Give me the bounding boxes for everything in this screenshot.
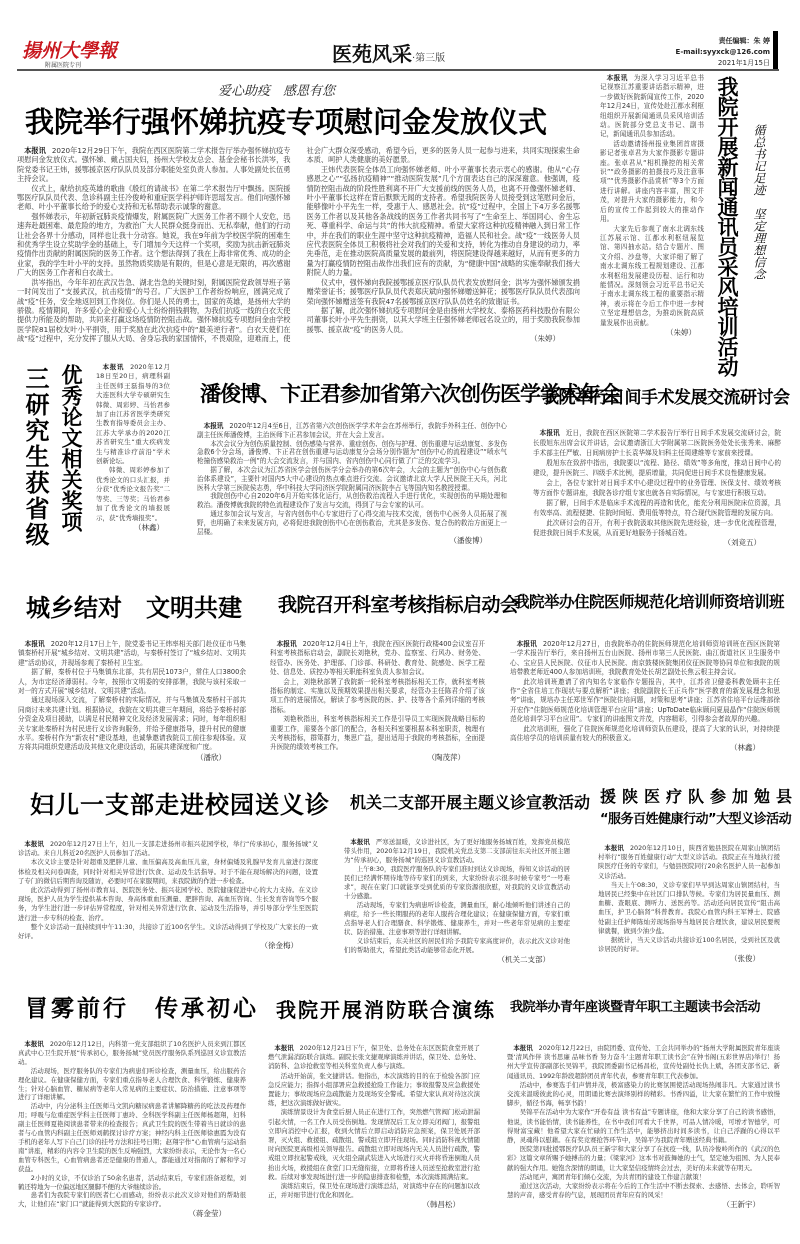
assessment-headline: 我院召开科室考核指标启动会 xyxy=(278,594,519,616)
paragraph: 据了解，日间手术是临床手术流程的再造和优化，能充分利用医院床位资源，具有效率高、流程便捷、住院时间短、费用低等特点，符合现代医院管理的发展方向。 xyxy=(533,499,781,517)
lead-article-body xyxy=(17,146,580,358)
paragraph: 强怀娣表示，年初新冠肺炎疫情爆发，附属医院广大医务工作者不顾个人安危，迅速奔赴最困难、最危险的地方，为救治广大人民群众挺身而出、无私奉献，他们的行动让社会各界十分感动，同样也让我十分动容。她说，我在9年前为学校医学院的困难生和优秀学生设立奖助学金的基础上，专门增加今天这样一个奖项，奖励为抗击新冠肺炎疫情作出贡献的附属医院的医务工作者。这个想法得到了我在上海非常优秀、成功的企业家，我的学生叶小平的支持。虽然物质奖励是有限的，但是心意是无限的，再次感谢广大的医务工作者和白衣战士。 xyxy=(17,211,291,278)
lead-label: 本报讯 xyxy=(24,640,45,648)
paragraph: 活动尾声，寓团青年们倾心交流，为共青团的建设工作建言献策！ xyxy=(519,1172,706,1181)
paragraph: 2020年12月18日至20日，病理科副主任医师王磊指导的3位大连医科大学专硕研究生韩微、周彩婷、马怡君参加了由江苏省医学类研究生教育指导委员会主办、江苏大学承办的2020江苏省研究生“重大疾病发生与精准诊疗前沿”学术创新论坛。 xyxy=(96,363,170,466)
lead-label: 本报讯 xyxy=(539,429,560,437)
section-title xyxy=(332,38,445,67)
paragraph: 洪岑指出，今年年初在武汉告急、湖北告急的关键时刻，附属医院党政领导班子第一时间发出了“支援武汉，抗击疫情”的号召。广大医护工作者纷纷响应，圆满完成了战“疫”任务，安全地返回到工作岗位。你们是人民的勇士，国家的英雄，是扬州大学的骄傲。疫情期间，许多爱心企业和爱心人士纷纷捐钱捐物，为我们抗疫一线的白衣天使提供力所能及的帮助，共同来打赢这场疫情防控阻击战。强怀娣抗疫专项慰问金由学校医学院81届校友叶小平捐资，用于奖励在此次抗疫中的“最美逆行者”。白衣天使们在战“疫”过程中，充分发挥了服从大局、舍身忘我的家国情怀，不畏艰险，迎难而上，使社会广大群众深受感动，希望今后，更多的医务人员一起参与进来，共同实现探索生命本质、呵护人类健康的美好愿景。 xyxy=(17,146,580,344)
paragraph: 会上，各位专家针对日间手术中心建设过程中的业务管理、医保支付、绩效考核等方面作专题讲座，我院各诊疗组专家也就各自实际情况，与专家进行积极互动。 xyxy=(533,479,781,497)
paragraph: 患者们为我院专家们的医者仁心而感动，纷纷表示此次义诊对他们的帮助很大，让他们在“家门口”就能得到大医院的专家诊疗。 xyxy=(18,1191,246,1209)
daysurgery-article-body xyxy=(533,428,781,556)
fire-article-body xyxy=(268,1044,480,1226)
school-article-body xyxy=(18,840,318,958)
paragraph: 韩微、周彩婷参加了优秀论文的口头汇报，并分获“优秀论文报告奖”二等奖、三等奖；马怡君参加了优秀论文的墙报展示，获“优秀墙报奖”。 xyxy=(96,466,170,522)
lead-label: 本报讯 xyxy=(24,146,46,155)
paragraph: 2小时的义诊，不仅诊治了50余名患者，活动结束后，专家们准备返程，刘鹤还特地为一位偏远地区腿脚不便的大爷继续诊治。 xyxy=(18,1173,246,1191)
paragraph: 通过这次活动，大家纷纷表示将在今后的工作生活中不断去探索、去感悟、去体会，聆听智慧的声音，感受青春的气息，展现团员青年应有的风采！ xyxy=(507,1182,780,1200)
shaanxi-headline-line1: 援陕医疗队参加勉县 xyxy=(600,787,799,806)
paragraph: 此次活动得到了扬州市教育局、医院医务处、振兴花园学校、医院健康促进中心的大力支持。在义诊现场，医护人员为学生提供基本咨询、身高体重血压测量、肥胖咨询、高血压咨询、生长发育咨询等5个服务，为学生进行进一步评估异常程度，针对相关异常进行饮食、运动及生活指导，并引导部分学生至医院进行进一步专科的检查、治疗。 xyxy=(18,886,318,922)
lead-label: 本报讯 xyxy=(24,840,44,848)
paragraph: 严寒送温暖，义诊进社区，为了更好地服务扬城百姓，发挥党员模范带头作用，2020年12月19日，我院机关党总支第二支部前往东关社区开展主题为“传承初心，服务扬城”的巡回义诊宣教活动。 xyxy=(344,838,570,864)
residency-article-body xyxy=(510,640,780,762)
paragraph: 本次会议分为创伤质量控制、创伤感染与营养、重症创伤、创伤与护理、创伤重建与运动康复、多发伤急救6个分会场，潘俊博、卞正君在创伤重建与运动康复分会场分别作题为“创伤中心的流程建设”“喷水气枪撞伤感染救治一例”的大会交流发言，并与国内、省内创伤中心同行做了广泛的交流学习。 xyxy=(197,439,507,466)
byline: （徐金梅） xyxy=(260,941,298,951)
byline: （刘竞五） xyxy=(723,538,761,547)
paragraph: 近日，我院在西区医院第二学术报告厅举行日间手术发展交流研讨会，院长殷旭东出席会议并讲话，会议邀请浙江大学附属第二医院医务处处长张秀来、麻醉手术部主任严敏、日间病房护士长袁华娣及妇科主任周建维等专家前来授课。 xyxy=(533,429,781,457)
side-article-body xyxy=(600,74,704,350)
byline: （潘俊博） xyxy=(449,536,487,546)
reading-article-body xyxy=(507,1044,780,1226)
byline: （王新宇） xyxy=(722,1200,760,1210)
editor-email: E-mail:syyxck@126.com xyxy=(675,48,770,56)
paragraph: 活动开始前，张文捷讲话。他指出，本次演练的目的在于检验各部门应急反应能力；指挥小组部署应急救援抢险工作能力；事故报警及应急救援处置能力；事故现场应急疏散能力及现场安全警戒。希望大家认真对待这次演练，把这次演练做好做实。 xyxy=(268,1071,480,1108)
byline: （陶茂萍） xyxy=(427,752,465,762)
lead-label: 本报讯 xyxy=(24,1040,44,1048)
trauma-article-body xyxy=(197,422,507,582)
community-headline: 机关二支部开展主题义诊宣教活动 xyxy=(350,793,591,812)
paragraph: 据统计，当天义诊活动共接诊近100名居民，受到社区及就诊居民的好评。 xyxy=(598,936,780,954)
side-kicker: 循总书记足迹 坚定理想信念 xyxy=(752,124,766,280)
byline: （韩昌松） xyxy=(422,1200,460,1210)
lead-label: 本报讯 xyxy=(606,74,628,82)
paragraph: 我院创伤中心自2020年6月开始实体化运行，从创伤救治流程入手进行优化，实现创伤的早期处理和救治。潘俊博就我院的特色流程建设作了发言与交流，得到了与会专家的认可。 xyxy=(197,492,507,510)
paragraph: 活动现场，医疗服务队的专家们为病患们听诊检查，测量血压，给出服药合理化建议。在健康保健方面，专家们重点指导老人合理饮食、科学锻炼、健康养生；针对心脑血管、糖尿病等老年人常见病的主要症状、防治措施、注意事项等进行了详细讲解。 xyxy=(18,1066,246,1102)
issue-date: 2021年1月15日 xyxy=(717,59,770,67)
shaanxi-headline-line2: “服务百姓健康行动”大型义诊活动 xyxy=(600,812,792,827)
paragraph: 据了解，此次强怀娣抗疫专项慰问金是由扬州大学校友、泰格医药科技股份有限公司董事长叶小平先生捐资，以其大学班主任强怀娣老师冠名设立的，用于奖励我院参加援鄂、援京战“疫”的医务人员。 xyxy=(306,305,580,334)
paragraph: 2020年12月27日，由我院举办的住院医师规范化培训师资培训班在西区医院第一学术报告厅举行，来自扬州五台山医院、扬州市第三人民医院、曲江街道社区卫生服务中心、宝应县人民医院、仪征市人民医院、南京鼓楼医院集团仪征医院等协同单位和我院的规培带教老师近400人参加培训班，我院教育处处长胡艺副处长焦云根主持会议。 xyxy=(510,640,780,677)
paragraph: 2020年12月29日下午，我院在西区医院第二学术报告厅举办强怀娣抗疫专项慰问金发放仪式。强怀娣、戴占国夫妇，扬州大学校友总会、基金会秘书长洪岑，我院党委书记王炜，援鄂援京医疗队队员及部分职能处室负责人参加。人事处副处长伍勇主持会议。 xyxy=(17,146,291,184)
paragraph: 义诊结束后，东关社区的居民们给予我院专家高度评价，表示此次义诊对他们的帮助很大，希望此类活动能够常态化开展。 xyxy=(344,937,570,954)
paragraph: 此次培训班，强化了住院医师规范化培训师资队伍建设，提高了大家的认识，对持续提高住培学员的培训质量有较大的积极意义。 xyxy=(510,724,780,743)
paragraph: 活动邀请扬州报业集团首席摄影记者张卓君为大家作摄影专题讲座。张卓君从“相机操控的相关常识”“政务摄影的拍摄技巧及注意事项”“优秀摄影作品赏析”等3个方面进行讲解。讲座内容丰富，图文并茂，对提升大家的摄影能力，和今后的宣传工作起到较大的推动作用。 xyxy=(600,139,704,224)
paragraph: 活动中，参赛选手们声情并茂，极富感染力的比赛氛围使活动现场热闹非凡。大家通过读书交流来温暖彼此的心灵，用朗诵比赛去演绎别样的精彩。书香四溢，让大家在繁忙的工作中放慢脚步，循径书海，畅享书韵！ xyxy=(507,1080,780,1108)
masthead-bar xyxy=(773,31,778,71)
editor-name: 责任编辑：朱 婷 xyxy=(718,37,770,45)
lead-label: 本报讯 xyxy=(604,844,624,852)
byline: （朱婷） xyxy=(530,334,560,344)
byline: （林鑫） xyxy=(730,743,760,753)
paragraph: 活动中，内分泌科主任医师马文凯向糖尿病患者讲解降糖药的吃法及药理作用；呼吸与危重症医学科主任医师丁惠玲、全科医学科副主任医师杨超翔，妇科副主任医师夏艳阅读患者带来的检查报告；真武卫生院的医生带着当日就诊的患者与心血管内科副主任医师刘鹤探讨诊疗方案；神经内科主任医师徐惠霞为没有手机的老年人写下自己门诊的挂号方法和挂号日期；赵翔宇作“心血管病与运动指南”讲座，精彩的内容令卫生院的医生反响强烈，大家纷纷表示，无论作为一名心血管专科医生，心血管病患者还是健康的普通人，都能通过对指南的了解和学习获益。 xyxy=(18,1102,246,1173)
paragraph: 刘艳秋指出，科室考核指标相关工作是引导员工实现医院战略目标的重要工作，需要各个部门的配合，各相关科室要根据本科室职责，梳理有关考核指标，群策群力，集思广益，提出适用于我院的考核指标，全面提升医院的绩效考核工作。 xyxy=(270,715,485,752)
paragraph: 整个义诊活动一直持续到中午11:30，共接诊了近100名学生。义诊活动得到了学校及广大家长的一致好评。 xyxy=(18,922,318,941)
side-headline: 我院开展新闻通讯员采风培训活动 xyxy=(715,76,739,376)
byline: （林鑫） xyxy=(134,522,164,532)
daysurgery-headline: 我院举行日间手术发展交流研讨会 xyxy=(542,388,790,408)
lead-label: 本报讯 xyxy=(274,1044,294,1052)
village-article-body xyxy=(18,640,246,762)
masthead xyxy=(0,0,800,72)
logo-subtitle: 附属医院专刊 xyxy=(45,62,82,69)
newspaper-logo: 揚州大學報 xyxy=(22,40,118,62)
trauma-headline: 潘俊博、卞正君参加省第六次创伤医学学术年会 xyxy=(200,382,620,406)
edition-label: ·第三版 xyxy=(412,53,446,64)
grad-headline-b: 优秀论文相关奖项 xyxy=(59,364,83,532)
fog-headline: 冒雾前行 传承初心 xyxy=(25,996,259,1022)
lead-label: 本报讯 xyxy=(350,838,370,846)
assessment-article-body xyxy=(270,640,485,762)
paragraph: 活动现场，专家们为病患听诊检查，测量血压，耐心地倾听他们讲述自己的病症，给予一些长期服药的老年人服药合理化建议；在健康保健方面，专家们重点指导老人们合理膳食、科学锻炼、健康养生，并对一些老年常见病的主要症状、防治措施、注意事项等进行详细讲解。 xyxy=(344,901,570,936)
paragraph: 通过参加会议与发言，与省内创伤中心专家进行了心得交流与技术交流，创伤中心医务人员拓展了视野，也明确了未来发展方向，必将促进我院创伤中心在创伤救治，尤其是多发伤、复合伤的救治方面更上一层楼。 xyxy=(197,509,507,536)
paragraph: 上午8:30，我院医疗服务队的专家们准时到达义诊现场，得知义诊活动的居民们已经满怀期待地等待专家们的到来，大家纷纷表示很多时候专家号“一号难求”，现在在家门口就能享受到优质的专家资源很欣慰，对我院的义诊宣教活动十分感激。 xyxy=(344,865,570,900)
reading-headline: 我院举办青年座谈暨青年职工主题读书会活动 xyxy=(510,1000,761,1015)
byline: （朱婷） xyxy=(666,327,696,337)
lead-label: 本报讯 xyxy=(516,640,537,648)
byline: （潘欣） xyxy=(196,752,226,762)
paragraph: 2020年12月17日上午，院党委书记王炜率相关部门赴仪征市马集镇秦桥村开展“城乡结对、文明共建”活动，与秦桥村签订了“城乡结对、文明共建”活动协议，并现场参观了秦桥村卫生室。 xyxy=(18,640,246,667)
grad-article-body xyxy=(96,363,170,568)
paragraph: 仪式中，强怀娣向我院援鄂援京医疗队队员代表发放慰问金；洪岑为强怀娣颁发捐赠荣誉证书；援鄂医疗队队员代表郑庆斌向强怀娣赠送鲜花；援鄂医疗队队员代表邵向荣向强怀娣赠送签有我院47名援鄂援京医疗队队员姓名的致谢证书。 xyxy=(306,277,580,306)
paragraph: 医院第四批援鄂医疗队队员王新宇和大家分享了在抗疫一线，队员冷俊岭所作的《武汉的色彩》这篇文章所赐予她搏击的力量；《梁家河》这本书对鼓舞她的士气，坚定她为祖国、为人民奉献的强大作用。她饱含深情的朗诵，让大家坚信疫情终会过去，美好的未来就等在明天。 xyxy=(507,1145,780,1172)
masthead-rule xyxy=(17,69,779,71)
lead-label: 本报讯 xyxy=(276,640,297,648)
paragraph: 2020年12月10日，陕西省勉县医院在周家山镇团结村举行“服务百姓健康行动”大型义诊活动。我院正在当地执行援陕医疗任务的专家们，与勉县医院同行20余名医护人员一起参加义诊活动。 xyxy=(598,844,780,880)
school-headline: 妇儿一支部走进校园送义诊 xyxy=(30,791,330,819)
lead-headline: 我院举行强怀娣抗疫专项慰问金发放仪式 xyxy=(25,105,548,139)
paragraph: 2020年12月4至6日，江苏省第六次创伤医学学术年会在苏州举行，我院手外科主任、创伤中心副主任医师潘俊博，主治医师卞正君参加会议，并在大会上发言。 xyxy=(197,422,507,439)
paragraph: 2020年12月12日，内科第一党支部组织了10名医护人员来到江都区真武中心卫生院开展“传承初心，服务扬城”党员医疗服务队系列巡回义诊宣教活动。 xyxy=(18,1040,246,1066)
lead-kicker: 爱心助疫 感恩有您 xyxy=(218,84,336,99)
paragraph: 会上，刘艳秋部署了我院新一轮科室考核指标相关工作，就科室考核指标的制定、实施以及预期效果提出相关要求，经管办主任陈君介绍了该项工作的进展情况，解读了参考医院的医、护、技等各个系列详细的考核指标。 xyxy=(270,677,485,714)
paragraph: 仪式上，献给抗疫英雄的歌曲《殷红的请战书》在第二学术报告厅中飘扬。医院援鄂医疗队队员代表、急诊科副主任冷俊岭和重症医学科护师许思瑶发言。他们向强怀娣老师、叶小平董事长给予的爱心支持和无私帮助表示诚挚的谢意。 xyxy=(17,183,291,212)
community-article-body xyxy=(344,838,570,986)
paragraph: 演练情景设计为食堂后厨人员正在进行工作，突然燃气管阀门松动泄漏引起火情，一名工作人员受伤倒地。发现情况后工友立即关闭阀门，报警组立即向消控中心汇报，收到火情后立即启动消防应急预案，保卫处展开部署，灭火组、救援组、疏散组、警戒组立即开往现场。同时消防科视火情随时向医院更高级相关领导报告。疏散组立即对现场内无关人员进行疏散，警戒组立即拉起警戒线，灭火组全副武装进入火场进行灭火并将昏迷倒地人员抬出火场，救援组在食堂门口无缝衔接，立即将昏迷人员送至抢救室进行抢救。后续对事发现场进行进一步的隐患排查和检整，本次演练圆满结束。 xyxy=(268,1108,480,1181)
residency-headline: 我院举办住院医师规范化培训师资培训班 xyxy=(514,593,785,611)
lead-label: 本报讯 xyxy=(513,1044,533,1052)
paragraph: 吴锦平在活动中为大家作“开卷有益 读书有益”专题讲座，他和大家分享了自己的读书感悟，他说，读书能怡情，读书能养性，在书中我们可看大千世界，可品人情冷暖，可增才智德学，可得财富宝藏！他希望大家在忙碌的工作生活中，能够挤出时间多读书，让自己浮躁的心得以平静，灵魂得以慰藉。在有奖竞赛抢答环节中，吴锦平为我院青年赠送经典书籍。 xyxy=(507,1108,780,1145)
paragraph: 2020年12月21日下午，保卫处、总务处在东区医院食堂开展了燃气泄漏消防联合演练。副院长张文捷观摩演练并讲话，保卫处、总务处、消防科、急诊抢救室等相关科室负责人参与演练。 xyxy=(268,1044,480,1071)
paragraph: 此次研讨会的召开，有利于我院汲取其他医院先进经验，进一步优化流程管理，促进我院日间手术发展，从而更好地服务于扬城百姓。 xyxy=(533,519,781,537)
lead-label: 本报讯 xyxy=(203,422,224,430)
section-name: 医苑风采 xyxy=(332,42,412,66)
paragraph: 王炜代表医院全体员工向强怀娣老师、叶小平董事长表示衷心的感谢。他从“心存感恩之心”“弘扬抗疫精神”“推动医院发展”几个方面表达自己的深深谢意。他强调，疫情防控阻击战的阶段性胜利离不开广大支援前线的医务人员，也离不开像强怀娣老师、叶小平董事长这样在背后默默无闻的支持者。希望我院医务人员接受到这笔慰问金后，能够像叶小平先生一样，受惠于人、感恩社会。抗“疫”过程中，全国上下4万多名援鄂医务工作者以及其他各条战线的医务工作者共同书写了“生命至上、举国同心、舍生忘死、尊重科学、命运与共”的伟大抗疫精神。希望大家将这种抗疫精神融入到日常工作中，并在我们的职业生涯中坚守这种抗疫精神，造福人民和社会。战“疫”一线医务人员应代表医院全体员工积极将社会对我们的关爱和支持，转化为推动自身建设的动力，率先垂范，走在推动医院高质量发展的最前列，将医院建设得越来越好，从而有更多的力量为打赢疫情防控阻击战作出我们应有的贡献，为“健康中国”战略的实施奉献我们扬大附院人的力量。 xyxy=(306,164,580,278)
lead-label: 本报讯 xyxy=(102,363,125,371)
paragraph: 2020年12月4日上午，我院在西区医院行政楼400会议室召开科室考核指标启动会，副院长刘艳秋，党办、监察室、行风办、财务处、经管办、医务处、护理部、门诊部、科研处、教育处、院感处、医学工程处、信息处、质控办等相关职能科室负责人参加会议。 xyxy=(270,640,485,677)
paragraph: 据了解，秦桥村位于马集镇东北部，共有居民1073户，常住人口3800余人，为市定经济薄弱村。今年，按照市文明委的安排部署，我院与该村采取一对一的方式开展“城乡结对、文明共建”活动。 xyxy=(18,668,246,696)
shaanxi-article-body xyxy=(598,844,780,986)
paragraph: 2020年12月27日上午，妇儿一支部走进扬州市振兴花园学校，举行“传承初心，服务扬城”义诊活动。来自儿科近20名医护人员参加了活动。 xyxy=(18,840,318,858)
paragraph: 据了解，本次会议为江苏省医学会创伤医学分会举办的第6次年会，大会的主题为“创伤中心与创伤救治体系建设”，主要针对国内5大中心建设的热点难点进行交流。会议邀请北京大学人民医院王天兵，河北医科大学第三医院侯志勇，华中科技大学同济医学院附属同济医院李占飞等国内知名教授授课。 xyxy=(197,465,507,492)
byline: （机关二支部） xyxy=(497,955,550,964)
editor-info xyxy=(660,36,770,69)
grad-headline-a: 三研究生获省级 xyxy=(21,366,49,548)
byline: （张俊） xyxy=(730,954,760,964)
fire-headline: 我院开展消防联合演练 xyxy=(276,998,496,1022)
paragraph: 演练结束后，保卫处在现场进行演练总结，对演练中存在的问题加以改正，并对细节进行优化和固化。 xyxy=(268,1182,480,1200)
paragraph: 本次义诊主要是针对超重及肥胖儿童、血压偏高及高血压儿童，身材偏矮及乳腺早发育儿童进行深度体检及相关问卷调查，同时针对相关异常进行饮食、运动及生活指导。对于不能在现场解决的问题，设置了专门的微信后期咨询及随访，必要时可在家服期间，来我院做的作进一步检查。 xyxy=(18,858,318,885)
paragraph: 殷旭东在致辞中指出，我院要以“流程、路径、绩效”等多角度，推动日间中心的建设，提升医院三、四级手术比例，提质增量，共同促进日间手术良性健康发展。 xyxy=(533,459,781,477)
paragraph: 为深入学习习近平总书记视察江苏重要讲话指示精神，进一步做好医院新闻宣传工作，2020年12月24日，宣传处赴江都水利枢纽组织开展新闻通讯员采风培训活动。医院部分党总支书记、副书记，新闻通讯员参加活动。 xyxy=(600,74,704,139)
paragraph: 通过现场深入交流，了解秦桥村的实际情况，并与马集镇及秦桥村干部共同商讨未来共建计划。根据协议，我院在文明共建三年期间，将给予秦桥村部分资金及项目援助，以满足村民精神文化及经济发展需求；同时，每年组织相关专家赴秦桥村为村民进行义诊咨询服务，并给予健康指导，提升村民的健康水平。秦桥村作为“新农村”建设基地，也诚挚邀请我院员工前往参观体验。双方将共同组织党建活动及其他文化建设活动，拓展共建深度和广度。 xyxy=(18,696,246,752)
byline: （蒋金莹） xyxy=(188,1209,226,1219)
paragraph: 2020年12月22日，由院团委、宣传处、工会共同举办的“扬州大学附属医院青年座谈暨‘清风作伴 读书思廉 品味书香 努力奋斗’主题青年职工读书会”在钟书阁(五彩世界店)举行！扬州大学宣传部副部长吴锦平，我院团委副书记杨昌松，宣传处副处长仇上斌，各团支部书记、新闻通讯员、1992年龄段超龄团员青年代表，参赛青年职工代表参加。 xyxy=(507,1044,780,1080)
paragraph: 大家先后参观了南水北调东线江苏展示馆、江都水利枢纽展览馆、第四抽水站。结合专题片、图文介绍、沙盘等，大家详细了解了南水北调东线工程规划建设、江都水利枢纽发展建设历程、运行和功能情况。深刻领会习近平总书记关于南水北调东线工程的重要指示精神，表示将在今后工作中进一步树立坚定理想信念，为推动医院高质量发展作出贡献。 xyxy=(600,224,704,327)
paragraph: 此次培训班邀请了省内知名专家临作专题报告，其中，江苏省卫健委科教处顾丰主任作“全省住培工作现状与要点解析”讲座；我院副院长王正兵作“医学教育的新发展理念和思考”讲座，规培办主任郑世军作“医院住培问题，对策和思考”讲座；江苏省住培平台运维部徐开宏作“住院医师规范化培训管理平台应用”讲座；UpToDate临床顾问夏晨晶作“住院医师规范化培训学习平台应用”。专家们的讲座图文并茂，内容精彩，引得参会者故厚的兴趣。 xyxy=(510,677,780,724)
village-headline: 城乡结对 文明共建 xyxy=(26,594,242,622)
fog-article-body xyxy=(18,1040,246,1242)
paragraph: 当天上午08:30，义诊专家们早早到达周家山镇团结村，当地居民已经集中在社区门口排队等候。专家们为居民量血压、测血糖、查眼底、测听力、送医药等。活动还向居民宣传“阻击高血压，护卫心脑肾”科普教育。我院心血管内科王军博士、院感处副主任护师陈灿芳现场指导当地居民合理饮食，建议居民要规律就餐，做到少油少盐。 xyxy=(598,880,780,935)
